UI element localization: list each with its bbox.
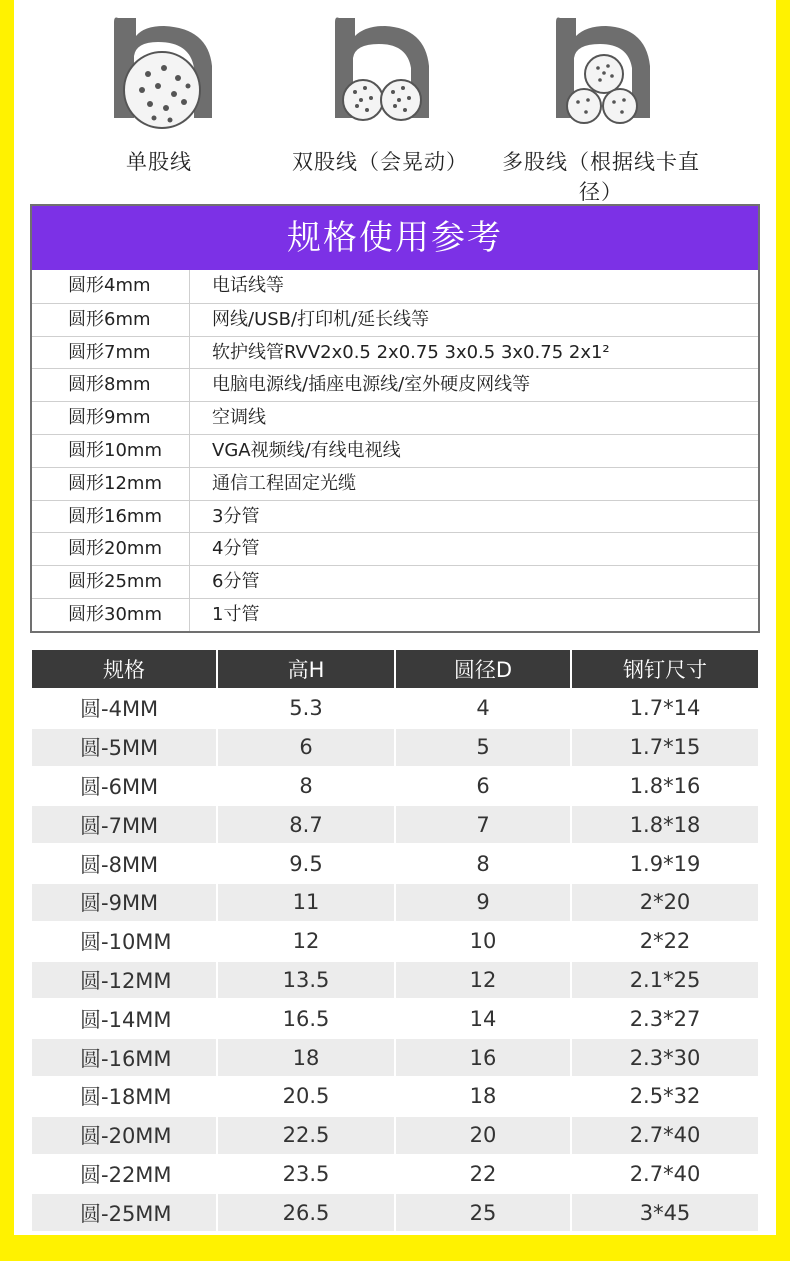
height-cell: 16.5 <box>217 999 395 1038</box>
table-row <box>31 1038 759 1077</box>
diameter-cell: 14 <box>395 999 571 1038</box>
spec-cell: 圆-7MM <box>31 805 217 844</box>
height-cell: 8 <box>217 767 395 806</box>
header-spec: 规格 <box>31 649 217 689</box>
reference-use: 电话线等 <box>212 275 284 296</box>
height-cell: 13.5 <box>217 961 395 1000</box>
reference-size: 圆形10mm <box>32 435 190 467</box>
nail-size-cell: 1.8*16 <box>571 767 759 806</box>
table-row <box>31 689 759 728</box>
reference-row <box>32 434 758 467</box>
reference-row <box>32 565 758 598</box>
reference-size: 圆形7mm <box>32 337 190 369</box>
nail-size-cell: 2.1*25 <box>571 961 759 1000</box>
height-cell: 20.5 <box>217 1077 395 1116</box>
table-row <box>31 728 759 767</box>
diameter-cell: 16 <box>395 1038 571 1077</box>
reference-row <box>32 532 758 565</box>
nail-size-cell: 2.7*40 <box>571 1155 759 1194</box>
reference-size: 圆形4mm <box>32 270 190 303</box>
diameter-cell: 20 <box>395 1116 571 1155</box>
reference-rows <box>32 270 758 631</box>
spec-table <box>30 648 760 1233</box>
nail-size-cell: 1.7*14 <box>571 689 759 728</box>
table-row <box>31 883 759 922</box>
diameter-cell: 7 <box>395 805 571 844</box>
header-height: 高H <box>217 649 395 689</box>
table-row <box>31 1193 759 1232</box>
yellow-frame-bottom <box>0 1235 790 1261</box>
nail-size-cell: 2*20 <box>571 883 759 922</box>
single-strand-clip-icon <box>104 8 214 138</box>
table-row <box>31 1077 759 1116</box>
spec-cell: 圆-20MM <box>31 1116 217 1155</box>
height-cell: 26.5 <box>217 1193 395 1232</box>
height-cell: 18 <box>217 1038 395 1077</box>
reference-size: 圆形9mm <box>32 402 190 434</box>
clip-single <box>59 8 259 188</box>
reference-row <box>32 303 758 336</box>
nail-size-cell: 2.3*30 <box>571 1038 759 1077</box>
table-row <box>31 1116 759 1155</box>
reference-use: 空调线 <box>212 407 266 429</box>
header-diameter: 圆径D <box>395 649 571 689</box>
reference-row <box>32 270 758 303</box>
nail-size-cell: 3*45 <box>571 1193 759 1232</box>
spec-cell: 圆-5MM <box>31 728 217 767</box>
spec-cell: 圆-6MM <box>31 767 217 806</box>
reference-use: 通信工程固定光缆 <box>212 472 356 494</box>
spec-body <box>31 689 759 1232</box>
clip-label-twin: 双股线（会晃动） <box>292 150 468 174</box>
reference-use: 软护线管RVV2x0.5 2x0.75 3x0.5 3x0.75 2x1² <box>212 341 610 363</box>
spec-cell: 圆-25MM <box>31 1193 217 1232</box>
reference-use: 电脑电源线/插座电源线/室外硬皮网线等 <box>212 374 531 396</box>
spec-cell: 圆-8MM <box>31 844 217 883</box>
nail-size-cell: 1.8*18 <box>571 805 759 844</box>
reference-row <box>32 336 758 369</box>
reference-size: 圆形6mm <box>32 304 190 336</box>
reference-row <box>32 500 758 533</box>
diameter-cell: 25 <box>395 1193 571 1232</box>
height-cell: 11 <box>217 883 395 922</box>
height-cell: 9.5 <box>217 844 395 883</box>
spec-header-row <box>31 649 759 689</box>
yellow-frame-right <box>776 0 790 1261</box>
header-nail-size: 钢钉尺寸 <box>571 649 759 689</box>
height-cell: 23.5 <box>217 1155 395 1194</box>
table-row <box>31 767 759 806</box>
yellow-frame-left <box>0 0 14 1261</box>
diameter-cell: 6 <box>395 767 571 806</box>
reference-use: 网线/USB/打印机/延长线等 <box>212 308 430 330</box>
twin-strand-clip-icon <box>325 8 435 138</box>
multi-strand-clip-icon <box>546 8 656 138</box>
reference-size: 圆形16mm <box>32 501 190 533</box>
height-cell: 22.5 <box>217 1116 395 1155</box>
reference-use: 1寸管 <box>212 603 260 625</box>
nail-size-cell: 2.5*32 <box>571 1077 759 1116</box>
clip-label-multi: 多股线（根据线卡直径） <box>502 150 700 204</box>
table-row <box>31 999 759 1038</box>
reference-use: VGA视频线/有线电视线 <box>212 439 401 461</box>
table-row <box>31 1155 759 1194</box>
diameter-cell: 10 <box>395 922 571 961</box>
reference-use: 6分管 <box>212 571 260 593</box>
reference-size: 圆形20mm <box>32 533 190 565</box>
spec-cell: 圆-22MM <box>31 1155 217 1194</box>
reference-row <box>32 401 758 434</box>
height-cell: 12 <box>217 922 395 961</box>
spec-cell: 圆-12MM <box>31 961 217 1000</box>
reference-size: 圆形30mm <box>32 599 190 631</box>
diameter-cell: 22 <box>395 1155 571 1194</box>
nail-size-cell: 1.7*15 <box>571 728 759 767</box>
clip-multi <box>501 8 701 204</box>
usage-reference-table <box>30 204 760 633</box>
reference-title: 规格使用参考 <box>32 206 758 270</box>
nail-size-cell: 2.3*27 <box>571 999 759 1038</box>
clip-label-single: 单股线 <box>126 150 192 174</box>
diameter-cell: 5 <box>395 728 571 767</box>
reference-row <box>32 368 758 401</box>
table-row <box>31 922 759 961</box>
spec-cell: 圆-4MM <box>31 689 217 728</box>
reference-row <box>32 467 758 500</box>
spec-cell: 圆-9MM <box>31 883 217 922</box>
clip-diagrams <box>14 0 776 204</box>
reference-row <box>32 598 758 631</box>
reference-size: 圆形12mm <box>32 468 190 500</box>
nail-size-cell: 2.7*40 <box>571 1116 759 1155</box>
table-row <box>31 844 759 883</box>
spec-cell: 圆-10MM <box>31 922 217 961</box>
table-row <box>31 805 759 844</box>
diameter-cell: 8 <box>395 844 571 883</box>
diameter-cell: 4 <box>395 689 571 728</box>
clip-twin <box>280 8 480 188</box>
spec-cell: 圆-18MM <box>31 1077 217 1116</box>
height-cell: 8.7 <box>217 805 395 844</box>
spec-cell: 圆-16MM <box>31 1038 217 1077</box>
spec-cell: 圆-14MM <box>31 999 217 1038</box>
nail-size-cell: 2*22 <box>571 922 759 961</box>
diameter-cell: 18 <box>395 1077 571 1116</box>
reference-size: 圆形8mm <box>32 369 190 401</box>
height-cell: 5.3 <box>217 689 395 728</box>
reference-use: 3分管 <box>212 505 260 527</box>
nail-size-cell: 1.9*19 <box>571 844 759 883</box>
reference-use: 4分管 <box>212 538 260 560</box>
height-cell: 6 <box>217 728 395 767</box>
reference-size: 圆形25mm <box>32 566 190 598</box>
table-row <box>31 961 759 1000</box>
diameter-cell: 12 <box>395 961 571 1000</box>
diameter-cell: 9 <box>395 883 571 922</box>
